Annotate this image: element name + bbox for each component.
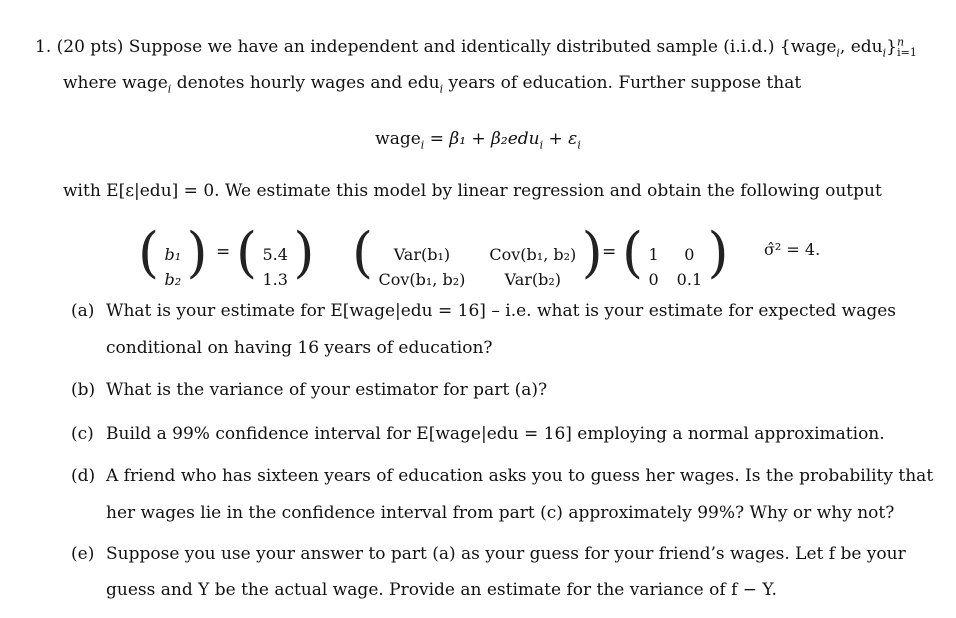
b1-estimate: 5.4: [262, 244, 288, 264]
cov-value: 0: [684, 244, 695, 264]
text-fragment: + ε: [543, 129, 578, 149]
covariance-values-matrix: [622, 221, 729, 289]
left-paren-icon: (: [622, 221, 644, 284]
equals-sign-1: =: [216, 242, 231, 262]
right-paren-icon: ): [186, 221, 208, 284]
item-text: guess and Y be the actual wage. Provide an estimate for the variance of f − Y.: [106, 580, 777, 600]
text-fragment: }: [886, 37, 897, 57]
problem-line-3: [63, 180, 882, 202]
text-fragment: with E[ε|edu] = 0. We estimate this model by linear regression and obtain the following output: [63, 181, 882, 201]
item-text: Build a 99% confidence interval for E[wage|edu = 16] employing a normal approximation.: [106, 424, 885, 444]
text-fragment: years of education. Further suppose that: [443, 73, 802, 93]
item-label: (c): [71, 424, 94, 444]
problem-line-1: [35, 36, 917, 58]
var-b2-label: Var(b₂): [504, 269, 562, 289]
problem-line-2: [63, 72, 801, 94]
subscript: i: [882, 46, 887, 60]
text-fragment: where wage: [63, 73, 168, 93]
subscript: i=1: [897, 46, 917, 60]
b2-label: b₂: [164, 269, 182, 289]
estimates-vector: [236, 221, 315, 289]
text-fragment: , edu: [839, 37, 883, 57]
sigma-squared: σ̂² = 4.: [764, 240, 821, 259]
equals-sign-2: =: [602, 242, 617, 262]
var-b2-value: 0.1: [676, 269, 703, 289]
cov-label-grid: [378, 245, 576, 289]
b-vector: [138, 221, 208, 289]
subscript: i: [539, 138, 544, 152]
superscript: n: [896, 35, 905, 49]
subscript: i: [577, 138, 581, 152]
item-text: A friend who has sixteen years of education asks you to guess her wages. Is the probability that: [106, 466, 934, 486]
item-text: What is the variance of your estimator for part (a)?: [106, 380, 548, 400]
left-paren-icon: (: [236, 221, 258, 284]
covariance-labels-matrix: [352, 221, 603, 289]
left-paren-icon: (: [138, 221, 160, 284]
b2-estimate: 1.3: [262, 269, 288, 289]
text-fragment: denotes hourly wages and edu: [171, 73, 440, 93]
cov-b1b2-label: Cov(b₁, b₂): [489, 244, 577, 264]
var-b1-value: 1: [648, 244, 659, 264]
right-paren-icon: ): [707, 221, 729, 284]
item-label: (d): [71, 466, 96, 486]
item-label: (a): [71, 301, 95, 321]
item-text: What is your estimate for E[wage|edu = 16] – i.e. what is your estimate for expected wages: [106, 301, 897, 321]
item-text: conditional on having 16 years of education?: [106, 338, 493, 358]
problem-number: 1.: [35, 37, 52, 57]
var-b1-label: Var(b₁): [393, 244, 451, 264]
subscript: i: [439, 82, 444, 96]
text-fragment: = β₁ + β₂edu: [424, 129, 540, 149]
problem-points: (20 pts): [56, 37, 124, 57]
right-paren-icon: ): [293, 221, 315, 284]
right-paren-icon: ): [581, 221, 603, 284]
item-label: (e): [71, 544, 95, 564]
subscript: i: [836, 46, 840, 60]
b1-label: b₁: [164, 244, 182, 264]
item-text: her wages lie in the confidence interval from part (c) approximately 99%? Why or why not?: [106, 503, 895, 523]
cov-value-grid: [648, 245, 702, 289]
left-paren-icon: (: [352, 221, 374, 284]
item-text: Suppose you use your answer to part (a) as your guess for your friend’s wages. Let f be your: [106, 544, 906, 564]
problem-intro: Suppose we have an independent and identically distributed sample (i.i.d.) {wage: [128, 37, 837, 57]
cov-b1b2-label: Cov(b₁, b₂): [378, 269, 466, 289]
text-fragment: wage: [375, 129, 421, 149]
subscript: i: [420, 138, 425, 152]
item-label: (b): [71, 380, 96, 400]
estimates-grid: [262, 245, 287, 289]
model-equation: [0, 128, 956, 150]
subscript: i: [167, 82, 172, 96]
b-vector-grid: [164, 245, 181, 289]
cov-value: 0: [648, 269, 659, 289]
